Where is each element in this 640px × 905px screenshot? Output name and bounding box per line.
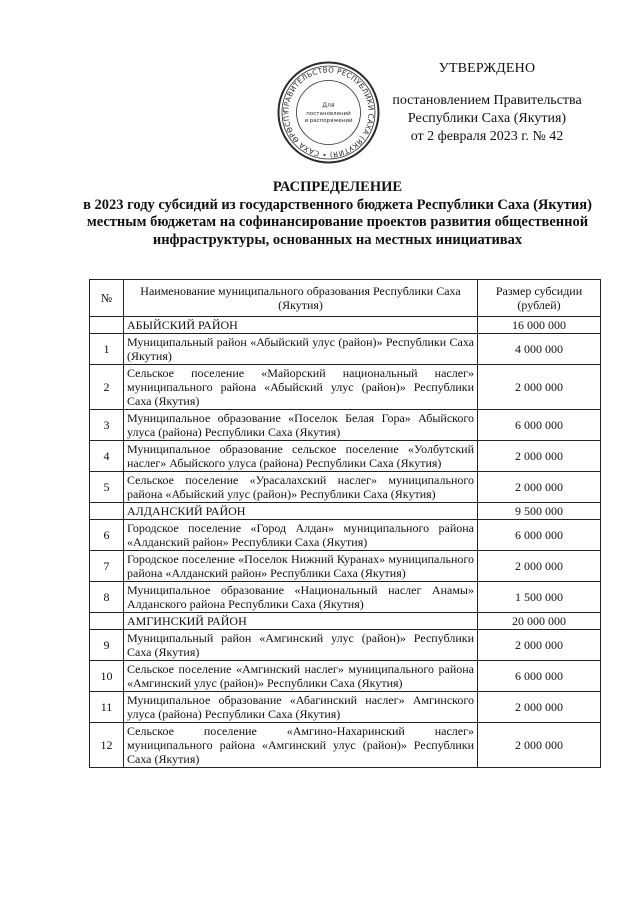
- seal-icon: [276, 60, 381, 165]
- district-sum: 16 000 000: [478, 317, 601, 334]
- header-name: Наименование муниципального образования Республики Саха (Якутия): [124, 280, 478, 317]
- row-number: 12: [90, 723, 124, 768]
- table-row: [90, 334, 601, 365]
- district-row: [90, 613, 601, 630]
- subsidy-amount: 2 000 000: [478, 723, 601, 768]
- subsidy-amount: 2 000 000: [478, 441, 601, 472]
- subsidy-amount: 6 000 000: [478, 661, 601, 692]
- subsidy-amount: 2 000 000: [478, 472, 601, 503]
- table-row: [90, 520, 601, 551]
- table-row: [90, 661, 601, 692]
- municipality-name: Муниципальный район «Амгинский улус (район)» Республики Саха (Якутия): [124, 630, 478, 661]
- district-row: [90, 503, 601, 520]
- table-row: [90, 630, 601, 661]
- district-number-cell: [90, 317, 124, 334]
- district-name: АЛДАНСКИЙ РАЙОН: [124, 503, 478, 520]
- table-body: [90, 317, 601, 768]
- row-number: 1: [90, 334, 124, 365]
- document-title: РАСПРЕДЕЛЕНИЕ: [272, 179, 403, 195]
- seal-center-line3: и распоряжений: [304, 118, 353, 124]
- district-number-cell: [90, 613, 124, 630]
- approval-line-3: от 2 февраля 2023 г. № 42: [410, 129, 564, 144]
- seal-center-line1: Для: [322, 102, 335, 109]
- subsidy-amount: 4 000 000: [478, 334, 601, 365]
- header-sum: Размер субсидии (рублей): [478, 280, 601, 317]
- municipality-name: Сельское поселение «Амгино-Нахаринский наслег» муниципального района «Амгинский улус (район)» Республики Саха (Якутия): [124, 723, 478, 768]
- district-sum: 9 500 000: [478, 503, 601, 520]
- municipality-name: Муниципальный район «Абыйский улус (район)» Республики Саха (Якутия): [124, 334, 478, 365]
- subsidy-amount: 2 000 000: [478, 551, 601, 582]
- table-row: [90, 410, 601, 441]
- municipality-name: Городское поселение «Город Алдан» муниципального района «Алданский район» Республики Саха (Якутия): [124, 520, 478, 551]
- municipality-name: Городское поселение «Поселок Нижний Куранах» муниципального района «Алданский район» Республики Саха (Якутия): [124, 551, 478, 582]
- official-seal-stamp: [276, 60, 381, 165]
- district-sum: 20 000 000: [478, 613, 601, 630]
- table-row: [90, 441, 601, 472]
- subsidy-amount: 2 000 000: [478, 365, 601, 410]
- municipality-name: Муниципальное образование «Национальный наслег Анамы» Алданского района Республики Саха (Якутия): [124, 582, 478, 613]
- row-number: 5: [90, 472, 124, 503]
- table-row: [90, 692, 601, 723]
- municipality-name: Сельское поселение «Урасалахский наслег» муниципального района «Абыйский улус (район)» Республики Саха (Якутия): [124, 472, 478, 503]
- seal-ring-text: ПРАВИТЕЛЬСТВО РЕСПУБЛИКИ САХА (ЯКУТИЯ) • САХА ӨРӨСПҮ: [281, 65, 376, 160]
- seal-center-line2: постановлений: [306, 111, 351, 117]
- district-name: АБЫЙСКИЙ РАЙОН: [124, 317, 478, 334]
- row-number: 8: [90, 582, 124, 613]
- header-number: №: [90, 280, 124, 317]
- table-row: [90, 723, 601, 768]
- approval-line-2: Республики Саха (Якутия): [407, 111, 567, 126]
- row-number: 9: [90, 630, 124, 661]
- subsidy-amount: 2 000 000: [478, 692, 601, 723]
- municipality-name: Муниципальное образование сельское поселение «Уолбутский наслег» Абыйского улуса (района) Республики Саха (Якутия): [124, 441, 478, 472]
- row-number: 7: [90, 551, 124, 582]
- row-number: 6: [90, 520, 124, 551]
- table-header-row: [90, 280, 601, 317]
- subsidy-amount: 6 000 000: [478, 520, 601, 551]
- municipality-name: Сельское поселение «Майорский национальный наслег» муниципального района «Абыйский улус (район)» Республики Саха (Якутия): [124, 365, 478, 410]
- subsidy-distribution-table: [89, 279, 601, 768]
- approval-title: УТВЕРЖДЕНО: [438, 61, 536, 76]
- municipality-name: Сельское поселение «Амгинский наслег» муниципального района «Амгинский улус (район)» Республики Саха (Якутия): [124, 661, 478, 692]
- district-name: АМГИНСКИЙ РАЙОН: [124, 613, 478, 630]
- subsidy-amount: 2 000 000: [478, 630, 601, 661]
- document-heading: [70, 179, 605, 249]
- row-number: 11: [90, 692, 124, 723]
- municipality-name: Муниципальное образование «Абагинский наслег» Амгинского улуса (района) Республики Саха (Якутия): [124, 692, 478, 723]
- row-number: 10: [90, 661, 124, 692]
- district-row: [90, 317, 601, 334]
- subsidy-amount: 6 000 000: [478, 410, 601, 441]
- row-number: 3: [90, 410, 124, 441]
- row-number: 4: [90, 441, 124, 472]
- table-row: [90, 582, 601, 613]
- table-row: [90, 472, 601, 503]
- district-number-cell: [90, 503, 124, 520]
- approval-line-1: постановлением Правительства: [392, 93, 582, 108]
- row-number: 2: [90, 365, 124, 410]
- table-row: [90, 551, 601, 582]
- table-row: [90, 365, 601, 410]
- document-subtitle: в 2023 году субсидий из государственного бюджета Республики Саха (Якутия) местным бюджетам на софинансирование проектов развития общественной инфраструктуры, основанных на местных инициативах: [83, 196, 592, 248]
- municipality-name: Муниципальное образование «Поселок Белая Гора» Абыйского улуса (района) Республики Саха (Якутия): [124, 410, 478, 441]
- approval-block: [372, 60, 602, 146]
- subsidy-amount: 1 500 000: [478, 582, 601, 613]
